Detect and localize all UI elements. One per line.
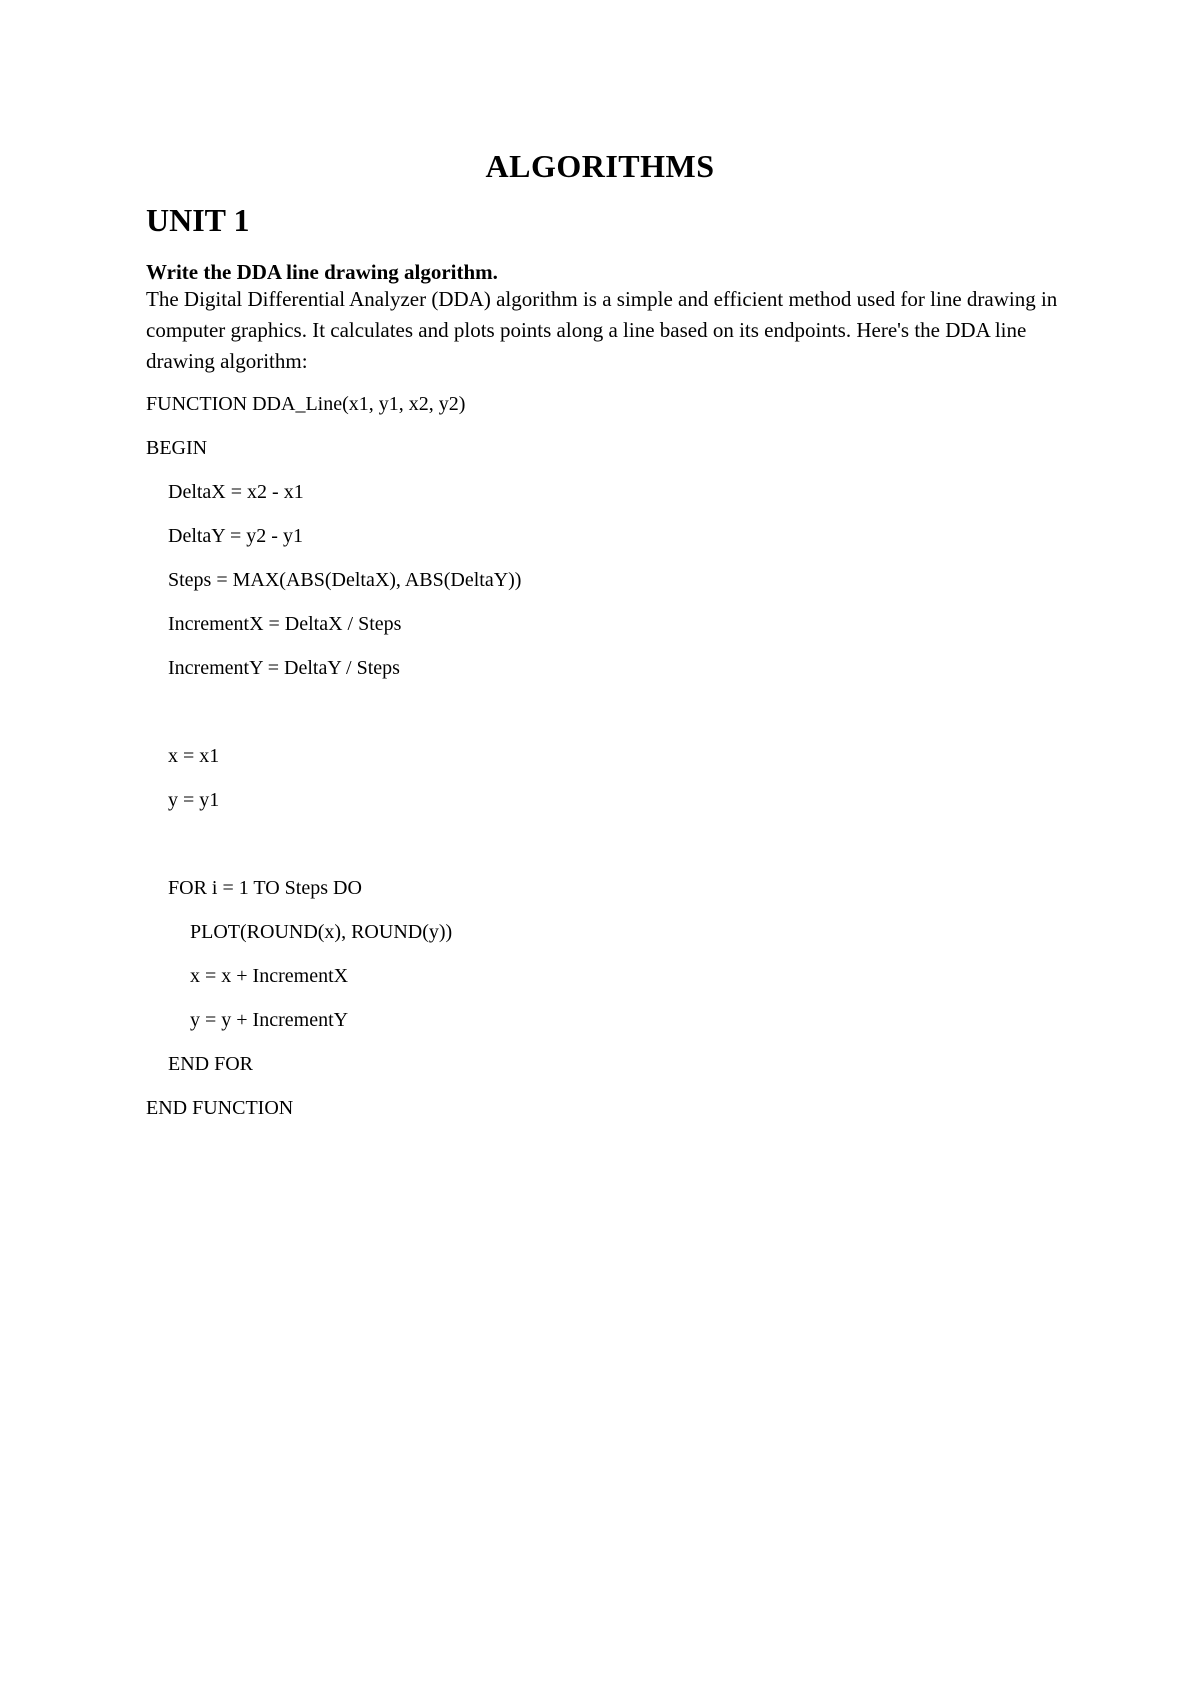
- intro-text: [146, 284, 1066, 377]
- question-heading: Write the DDA line drawing algorithm.: [146, 260, 498, 284]
- code-line: IncrementY = DeltaY / Steps: [168, 657, 400, 679]
- code-line: BEGIN: [146, 437, 208, 459]
- code-line-blank: [146, 832, 1046, 876]
- code-line: END FUNCTION: [146, 1097, 294, 1119]
- intro-paragraph: The Digital Differential Analyzer (DDA) algorithm is a simple and efficient method used for line drawing in computer graphics. It calculates and plots points along a line based on its endpoints. Here's the DDA line drawing algorithm:: [146, 287, 1058, 373]
- code-line: y = y1: [168, 789, 220, 811]
- code-line: Steps = MAX(ABS(DeltaX), ABS(DeltaY)): [168, 569, 522, 591]
- code-line: PLOT(ROUND(x), ROUND(y)): [190, 921, 453, 943]
- code-line: IncrementX = DeltaX / Steps: [168, 613, 402, 635]
- code-line: x = x1: [168, 745, 220, 767]
- code-line: DeltaX = x2 - x1: [168, 481, 304, 503]
- code-line: FUNCTION DDA_Line(x1, y1, x2, y2): [146, 393, 466, 415]
- code-line: FOR i = 1 TO Steps DO: [168, 877, 362, 899]
- code-line: x = x + IncrementX: [190, 965, 349, 987]
- unit-heading: UNIT 1: [146, 202, 250, 238]
- code-line-blank: [146, 700, 1046, 744]
- code-line: y = y + IncrementY: [190, 1009, 349, 1031]
- pseudocode-block: [146, 392, 1046, 1140]
- page-title: ALGORITHMS: [485, 148, 715, 184]
- code-line: DeltaY = y2 - y1: [168, 525, 303, 547]
- code-line: END FOR: [168, 1053, 254, 1075]
